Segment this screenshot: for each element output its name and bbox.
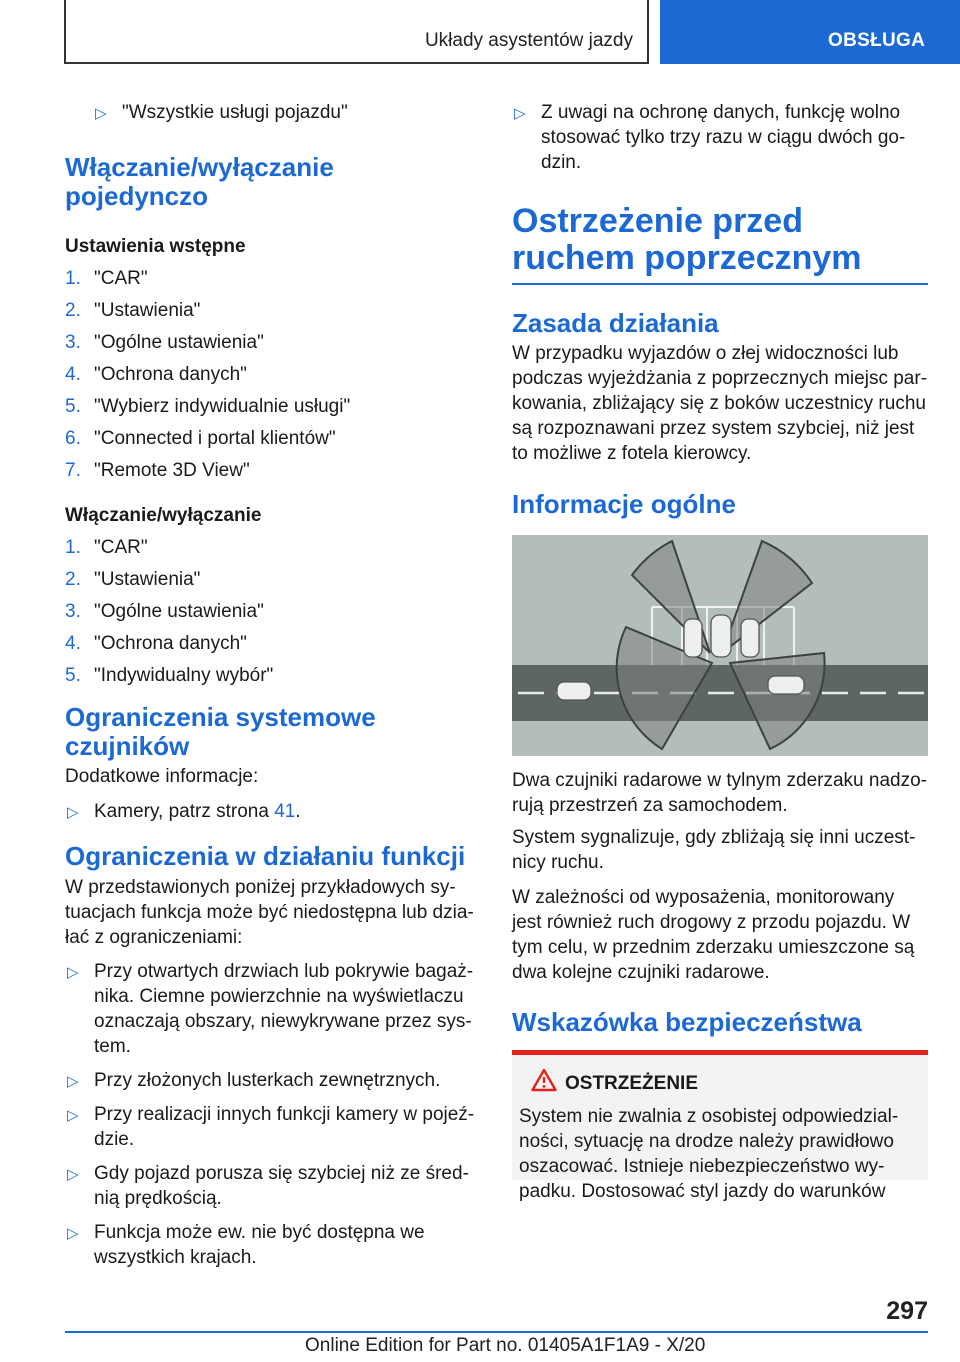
list-item: 3. "Ogólne ustawienia" <box>65 332 264 353</box>
triangle-bullet-icon: ▷ <box>95 105 107 122</box>
triangle-bullet-icon: ▷ <box>67 1166 79 1183</box>
list-item: 1. "CAR" <box>65 537 148 558</box>
chapter-heading: Ostrzeżenie przed ruchem poprzecznym <box>512 202 862 277</box>
cross-traffic-radar-illustration <box>512 535 928 756</box>
section-heading: Informacje ogólne <box>512 489 736 519</box>
list-item: ▷ Funkcja może ew. nie być dostępna we wszystkich krajach. <box>67 1222 425 1268</box>
triangle-bullet-icon: ▷ <box>67 964 79 981</box>
paragraph: W przedstawionych poniżej przykładowych sytuacjach funkcja może być niedostępna lub działać z ograniczeniami: <box>65 877 474 948</box>
footer-rule <box>65 1331 928 1333</box>
list-item: 1. "CAR" <box>65 268 148 289</box>
section-tab[interactable] <box>660 0 960 64</box>
subheading: Ustawienia wstępne <box>65 236 246 257</box>
list-item: 5. "Indywidualny wybór" <box>65 665 274 686</box>
numbered-list <box>65 535 480 688</box>
page-link[interactable]: 41 <box>274 801 296 822</box>
triangle-bullet-icon: ▷ <box>67 804 79 821</box>
list-item: 6. "Connected i portal klientów" <box>65 428 336 449</box>
triangle-bullet-icon: ▷ <box>67 1073 79 1090</box>
paragraph: W przypadku wyjazdów o złej widoczności lub podczas wyjeżdżania z poprzecznych miejsc parkowania, zbliżający się z boków uczestnicy ruchu są rozpoznawani przez system szybciej, niż jest to możliwe z fotela kierowcy. <box>512 343 928 464</box>
list-item: 2. "Ustawienia" <box>65 569 201 590</box>
paragraph: Dwa czujniki radarowe w tylnym zderzaku nadzorują przestrzeń za samochodem. <box>512 770 927 816</box>
list-item: ▷ "Wszystkie usługi pojazdu" <box>65 100 480 125</box>
section-heading: Ograniczenia w działaniu funkcji <box>65 841 466 871</box>
section-heading: Zasada działania <box>512 308 719 338</box>
paragraph: W zależności od wyposażenia, monitorowany jest również ruch drogowy z przodu pojazdu. W tym celu, w przednim zderzaku umieszczone są dwa kolejne czujniki radarowe. <box>512 887 915 983</box>
numbered-list <box>65 266 480 483</box>
warning-triangle-icon <box>531 1068 557 1092</box>
triangle-bullet-icon: ▷ <box>67 1107 79 1124</box>
list-item: 5. "Wybierz indywidualnie usługi" <box>65 396 351 417</box>
chapter-title: Układy asystentów jazdy <box>424 30 633 51</box>
right-column <box>512 100 928 1202</box>
list-item: ▷ Przy złożonych lusterkach zewnętrznych. <box>65 1068 480 1093</box>
warning-box <box>512 1050 928 1202</box>
page-number: 297 <box>886 1297 928 1325</box>
list-item: 4. "Ochrona danych" <box>65 633 247 654</box>
list-item: 3. "Ogólne ustawienia" <box>65 601 264 622</box>
list-item: 4. "Ochrona danych" <box>65 364 247 385</box>
list-item: ▷ Przy otwartych drzwiach lub pokrywie bagażnika. Ciemne powierzchnie na wyświetlaczu oznaczają obszary, niewykrywane przez system. <box>67 961 474 1057</box>
header-frame <box>64 0 649 64</box>
list-item: 7. "Remote 3D View" <box>65 460 250 481</box>
list-item: ▷ Przy realizacji innych funkcji kamery w pojeździe. <box>67 1104 475 1150</box>
paragraph: Dodatkowe informacje: <box>65 766 259 787</box>
list-item: 2. "Ustawienia" <box>65 300 201 321</box>
list-item: ▷ Gdy pojazd porusza się szybciej niż ze średnią prędkością. <box>67 1163 469 1209</box>
list-item: ▷ Z uwagi na ochronę danych, funkcję wolno stosować tylko trzy razu w ciągu dwóch godzin. <box>514 102 906 173</box>
list-item: ▷ Kamery, patrz strona 41. <box>65 799 480 824</box>
section-heading: Włączanie/wyłączanie pojedynczo <box>65 152 334 211</box>
warning-text: System nie zwalnia z osobistej odpowiedzialności, sytuację na drodze należy prawidłowo oszacować. Istnieje niebezpieczeństwo wypadku. Dostosować styl jazdy do warunków <box>519 1106 899 1202</box>
section-tab-label: OBSŁUGA <box>828 30 926 51</box>
triangle-bullet-icon: ▷ <box>67 1225 79 1242</box>
subheading: Włączanie/wyłączanie <box>65 505 262 526</box>
paragraph: System sygnalizuje, gdy zbliżają się inni uczestnicy ruchu. <box>512 827 916 873</box>
warning-header: OSTRZEŻENIE <box>519 1071 920 1096</box>
section-heading: Ograniczenia systemowe czujników <box>65 702 376 761</box>
triangle-bullet-icon: ▷ <box>514 105 526 122</box>
left-column <box>65 100 480 1270</box>
edition-note: Online Edition for Part no. 01405A1F1A9 - X/20 <box>305 1335 706 1356</box>
radar-illustration <box>512 535 928 756</box>
section-heading: Wskazówka bezpieczeństwa <box>512 1007 862 1037</box>
chapter-heading-block <box>512 203 928 285</box>
